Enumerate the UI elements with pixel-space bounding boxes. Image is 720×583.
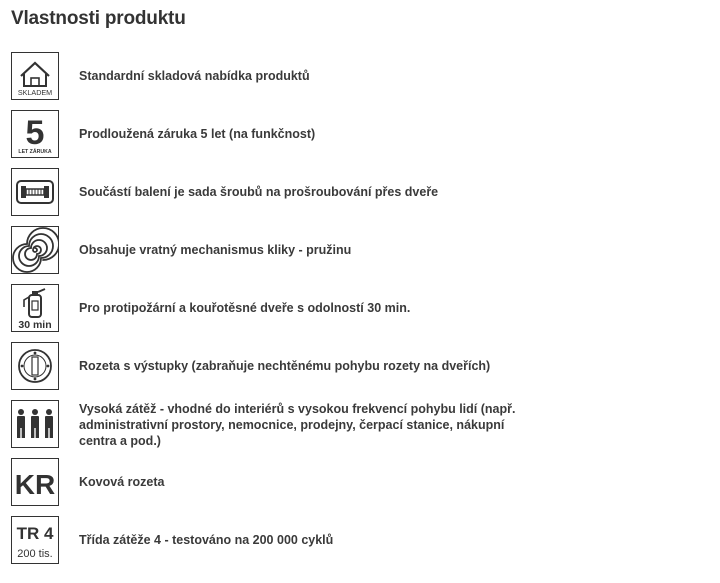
feature-text: Rozeta s výstupky (zabraňuje nechtěnému pohybu rozety na dveřích) xyxy=(79,359,491,373)
rosette-icon xyxy=(11,342,59,390)
warranty-icon xyxy=(11,110,59,158)
kr-icon-label: KR xyxy=(14,469,56,500)
list-item xyxy=(11,400,711,458)
spring-icon xyxy=(11,226,59,274)
feature-text: Obsahuje vratný mechanismus kliky - pružinu xyxy=(79,243,352,257)
screw-set-icon xyxy=(11,168,59,216)
list-item xyxy=(11,284,711,342)
warehouse-icon-label: SKLADEM xyxy=(17,88,53,97)
list-item xyxy=(11,342,711,400)
tr4-icon xyxy=(11,516,59,564)
feature-text: Součástí balení je sada šroubů na prošroubování přes dveře xyxy=(79,185,439,199)
list-item xyxy=(11,110,711,168)
warranty-icon-number: 5 xyxy=(25,114,45,152)
feature-text: Vysoká zátěž - vhodné do interiérů s vysokou frekvencí pohybu lidí (např. administrativní prostory, nemocnice, prodejny, čerpací stanice, nákupní centra a pod.) xyxy=(79,402,516,448)
warranty-icon-label: LET ZÁRUKA xyxy=(18,149,52,155)
feature-list xyxy=(11,52,711,574)
list-item xyxy=(11,458,711,516)
tr4-icon-sublabel: 200 tis. xyxy=(17,548,53,560)
feature-text: Třída zátěže 4 - testováno na 200 000 cyklů xyxy=(79,533,334,547)
list-item xyxy=(11,168,711,226)
feature-text: Standardní skladová nabídka produktů xyxy=(79,69,310,83)
feature-text: Kovová rozeta xyxy=(79,475,165,489)
fire-extinguisher-icon xyxy=(11,284,59,332)
people-icon xyxy=(11,400,59,448)
fire-extinguisher-icon-label: 30 min xyxy=(18,319,52,331)
list-item xyxy=(11,516,711,574)
tr4-icon-label: TR 4 xyxy=(16,524,54,543)
page-title: Vlastnosti produktu xyxy=(11,8,186,29)
list-item xyxy=(11,226,711,284)
feature-text: Pro protipožární a kouřotěsné dveře s odolností 30 min. xyxy=(79,301,411,315)
list-item xyxy=(11,52,711,110)
kr-icon xyxy=(11,458,59,506)
feature-text: Prodloužená záruka 5 let (na funkčnost) xyxy=(79,127,316,141)
warehouse-icon xyxy=(11,52,59,100)
